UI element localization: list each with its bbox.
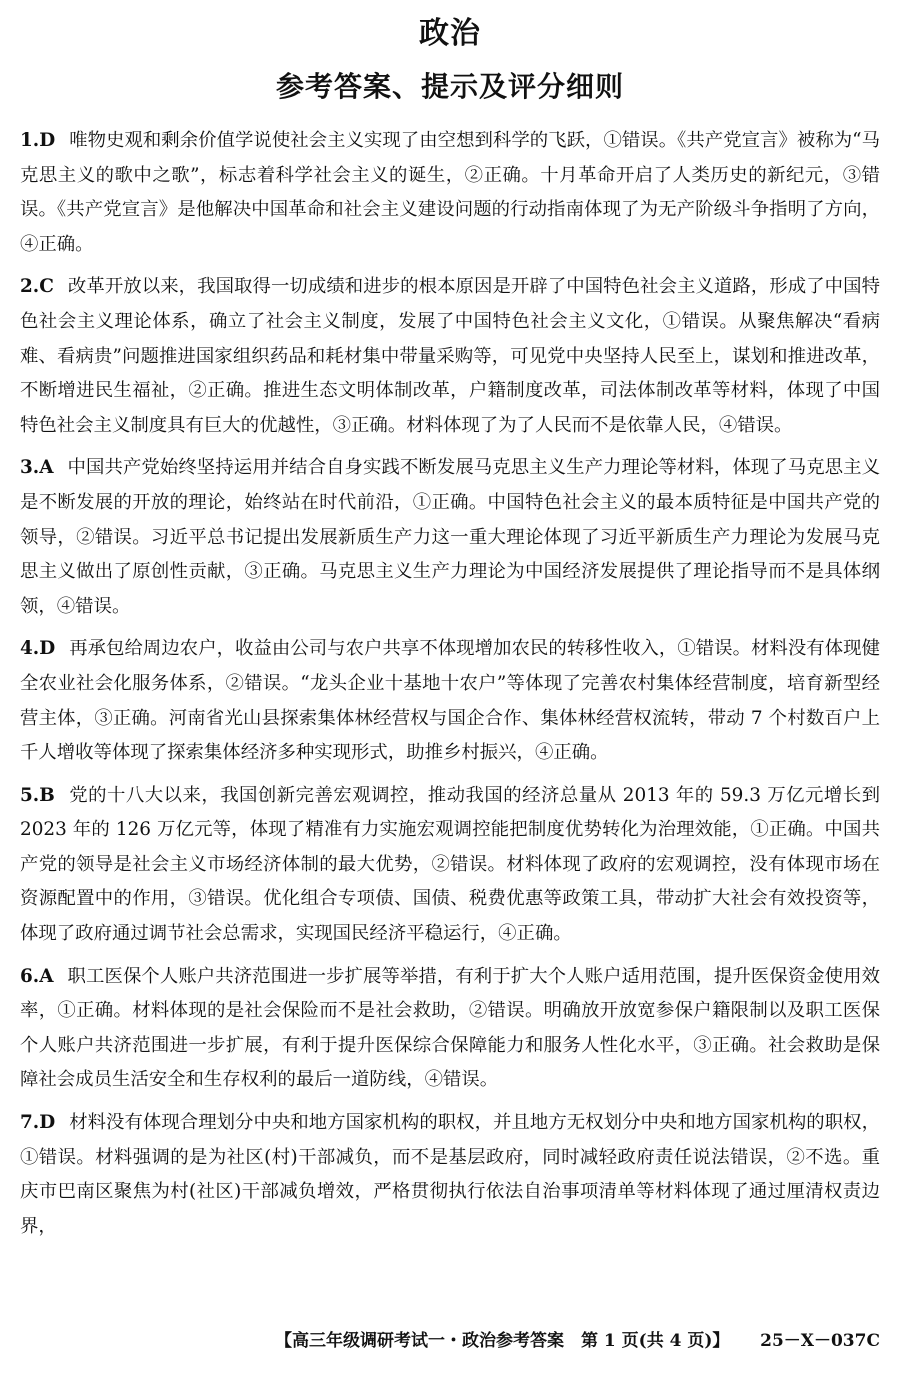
answer-explanation: 职工医保个人账户共济范围进一步扩展等举措，有利于扩大个人账户适用范围，提升医保资金使用效率，①正确。材料体现的是社会保险而不是社会救助，②错误。明确放开放宽参保户籍限制以及职工医保个人账户共济范围进一步扩展，有利于提升医保综合保障能力和服务人性化水平，③正确。社会救助是保障社会成员生活安全和生存权利的最后一道防线，④错误。 [20, 965, 880, 1091]
answer-number: 2.C [20, 276, 54, 298]
answer-item-4 [20, 632, 880, 770]
answer-explanation: 党的十八大以来，我国创新完善宏观调控，推动我国的经济总量从 2013 年的 59.3 万亿元增长到 2023 年的 126 万亿元等，体现了精准有力实施宏观调控能把制度优势转化为治理效能，①正确。中国共产党的领导是社会主义市场经济体制的最大优势，②错误。材料体现了政府的宏观调控，没有体现市场在资源配置中的作用，③错误。优化组合专项债、国债、税费优惠等政策工具，带动扩大社会有效投资等，体现了政府通过调节社会总需求，实现国民经济平稳运行，④正确。 [20, 784, 880, 945]
answer-item-6 [20, 960, 880, 1098]
answer-item-7 [20, 1106, 880, 1244]
answer-item-5 [20, 779, 880, 952]
answer-explanation: 改革开放以来，我国取得一切成绩和进步的根本原因是开辟了中国特色社会主义道路，形成了中国特色社会主义理论体系，确立了社会主义制度，发展了中国特色社会主义文化，①错误。从聚焦解决“看病难、看病贵”问题推进国家组织药品和耗材集中带量采购等，可见党中央坚持人民至上，谋划和推进改革，不断增进民生福祉，②正确。推进生态文明体制改革，户籍制度改革，司法体制改革等材料，体现了中国特色社会主义制度具有巨大的优越性，③正确。材料体现了为了人民而不是依靠人民，④错误。 [20, 276, 880, 436]
answer-explanation: 唯物史观和剩余价值学说使社会主义实现了由空想到科学的飞跃，①错误。《共产党宣言》被称为“马克思主义的歌中之歌”，标志着科学社会主义的诞生，②正确。十月革命开启了人类历史的新纪元，③错误。《共产党宣言》是他解决中国革命和社会主义建设问题的行动指南体现了为无产阶级斗争指明了方向，④正确。 [20, 130, 880, 255]
footer-exam-code: 25－X－037C [760, 1331, 880, 1351]
answer-explanation: 中国共产党始终坚持运用并结合自身实践不断发展马克思主义生产力理论等材料，体现了马克思主义是不断发展的开放的理论，始终站在时代前沿，①正确。中国特色社会主义的最本质特征是中国共产党的领导，②错误。习近平总书记提出发展新质生产力这一重大理论体现了习近平新质生产力理论为发展马克思主义做出了原创性贡献，③正确。马克思主义生产力理论为中国经济发展提供了理论指导而不是具体纲领，④错误。 [20, 457, 880, 617]
answer-number: 7.D [20, 1112, 56, 1134]
answer-item-3 [20, 451, 880, 624]
answer-list [20, 124, 880, 1244]
footer-page-info: 【高三年级调研考试一・政治参考答案 第 1 页(共 4 页)】 [275, 1331, 730, 1351]
answer-number: 5.B [20, 784, 55, 806]
answer-explanation: 再承包给周边农户，收益由公司与农户共享不体现增加农民的转移性收入，①错误。材料没有体现健全农业社会化服务体系，②错误。“龙头企业十基地十农户”等体现了完善农村集体经营制度，培育新型经营主体，③正确。河南省光山县探索集体林经营权与国企合作、集体林经营权流转，带动 7 个村数百户上千人增收等体现了探索集体经济多种实现形式，助推乡村振兴，④正确。 [20, 638, 880, 764]
page-subtitle: 参考答案、提示及评分细则 [275, 70, 624, 103]
answer-number: 1.D [20, 130, 56, 151]
answer-number: 6.A [20, 965, 54, 987]
answer-number: 4.D [20, 638, 56, 660]
answer-item-1 [20, 124, 880, 262]
answer-item-2 [20, 270, 880, 443]
answer-number: 3.A [20, 457, 54, 479]
page-title: 政治 [419, 16, 481, 51]
answer-explanation: 材料没有体现合理划分中央和地方国家机构的职权，并且地方无权划分中央和地方国家机构的职权，①错误。材料强调的是为社区(村)干部减负，而不是基层政府，同时减轻政府责任说法错误，②不选。重庆市巴南区聚焦为村(社区)干部减负增效，严格贯彻执行依法自治事项清单等材料体现了通过厘清权责边界， [20, 1112, 880, 1237]
